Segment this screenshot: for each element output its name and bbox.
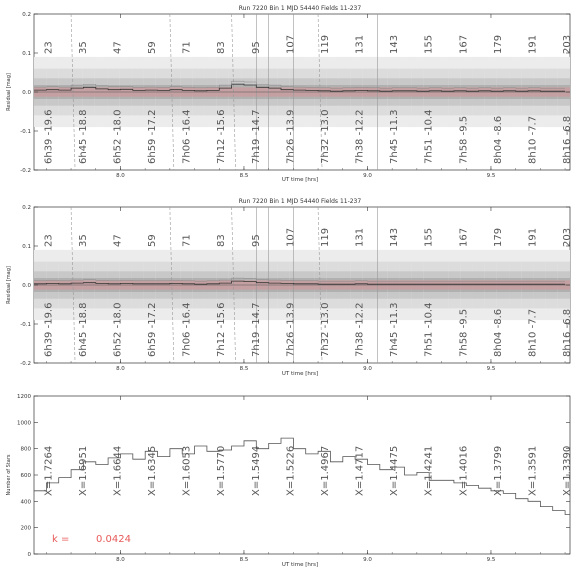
field-coordinate-label: 8h10 -7.7 (527, 115, 539, 164)
field-coordinate-label: 7h32 -13.0 (319, 302, 331, 357)
panel-top-ytick-label: -0.1 (20, 129, 31, 135)
field-coordinate-label: 6h39 -19.6 (43, 302, 55, 357)
field-number-label: 59 (147, 41, 159, 54)
panel-bottom-ytick-label: 600 (20, 473, 31, 479)
airmass-label: X=1.3390 (562, 445, 573, 496)
field-number-label: 107 (285, 227, 297, 247)
field-coordinate-label: 7h06 -16.4 (181, 109, 193, 164)
field-coordinate-label: 7h38 -12.2 (354, 109, 366, 164)
field-coordinate-label: 6h52 -18.0 (112, 109, 124, 164)
panel-bottom-xtick-label: 9.5 (486, 557, 496, 563)
field-number-label: 47 (112, 234, 124, 247)
field-coordinate-label: 8h16 -6.8 (562, 115, 573, 164)
panel-bottom-ylabel: Number of Stars (6, 454, 12, 496)
airmass-label: X=1.4241 (423, 445, 435, 496)
panel-bottom-xlabel: UT time [hrs] (281, 562, 319, 568)
field-coordinate-label: 6h59 -17.2 (147, 302, 159, 357)
panel-top-xlabel: UT time [hrs] (281, 177, 319, 183)
field-coordinate-label: 7h51 -10.4 (423, 109, 435, 164)
field-number-label: 131 (354, 34, 366, 54)
field-number-label: 203 (562, 227, 573, 247)
panel-middle-xtick-label: 8.0 (116, 366, 125, 372)
field-coordinate-label: 7h12 -15.6 (216, 302, 228, 357)
field-number-label: 35 (77, 41, 89, 54)
field-coordinate-label: 7h45 -11.3 (389, 109, 401, 164)
field-number-label: 119 (319, 34, 331, 54)
airmass-label: X=1.4475 (389, 445, 401, 496)
panel-middle-ytick-label: 0.1 (22, 244, 31, 250)
panel-top-xtick-label: 9.0 (363, 173, 372, 179)
field-number-label: 71 (181, 234, 193, 247)
field-number-label: 203 (562, 34, 573, 54)
panel-bottom-ytick-label: 400 (20, 499, 31, 506)
field-coordinate-label: 7h45 -11.3 (389, 302, 401, 357)
panel-bottom-ytick-label: 1000 (17, 420, 31, 427)
panel-top-xtick-label: 8.5 (239, 173, 249, 179)
airmass-label: X=1.3799 (492, 445, 504, 496)
field-number-label: 35 (77, 234, 89, 247)
airmass-label: X=1.4016 (458, 445, 470, 496)
field-number-label: 155 (423, 227, 435, 247)
field-number-label: 167 (458, 34, 470, 54)
field-coordinate-label: 7h32 -13.0 (319, 109, 331, 164)
panel-middle-title: Run 7220 Bin 1 MJD 54440 Fields 11-237 (238, 198, 362, 205)
field-number-label: 119 (319, 227, 331, 247)
field-number-label: 143 (389, 227, 401, 247)
panel-middle-xtick-label: 9.5 (486, 366, 496, 372)
airmass-label: X=1.6053 (181, 445, 193, 496)
panel-top-xtick-label: 8.0 (116, 173, 125, 179)
field-coordinate-label: 8h16 -6.8 (562, 308, 573, 357)
field-coordinate-label: 7h26 -13.9 (285, 302, 297, 357)
field-number-label: 179 (492, 227, 504, 247)
field-number-label: 83 (216, 41, 228, 54)
panel-bottom-xtick-label: 9.0 (363, 557, 372, 563)
airmass-label: X=1.6644 (112, 445, 124, 496)
panel-top-ytick-label: 0.2 (22, 12, 31, 18)
airmass-label: X=1.4967 (319, 445, 331, 496)
field-coordinate-label: 7h19 -14.7 (250, 109, 262, 164)
field-number-label: 71 (181, 41, 193, 54)
airmass-label: X=1.6951 (77, 445, 89, 496)
field-number-label: 191 (527, 34, 539, 54)
panel-top-title: Run 7220 Bin 1 MJD 54440 Fields 11-237 (238, 5, 362, 12)
panel-middle-ylabel: Residual [mag] (6, 266, 12, 304)
field-number-label: 191 (527, 227, 539, 247)
field-number-label: 167 (458, 227, 470, 247)
field-number-label: 47 (112, 41, 124, 54)
field-coordinate-label: 7h26 -13.9 (285, 109, 297, 164)
panel-middle-ytick-label: -0.2 (20, 361, 31, 367)
field-coordinate-label: 6h45 -18.8 (77, 302, 89, 357)
panel-top-ylabel: Residual [mag] (6, 73, 12, 111)
panel-bottom-xtick-label: 8.5 (239, 557, 249, 563)
field-coordinate-label: 7h38 -12.2 (354, 302, 366, 357)
panel-top-ytick-label: 0.1 (22, 51, 31, 57)
panel-top-ytick-label: -0.2 (20, 168, 31, 174)
airmass-label: X=1.5226 (285, 445, 297, 496)
panel-bottom-ytick-label: 0 (27, 552, 31, 558)
k-label: k = (52, 534, 70, 545)
airmass-label: X=1.4717 (354, 445, 366, 496)
panel-bottom-ytick-label: 1200 (17, 394, 31, 400)
panel-middle-ytick-label: 0.2 (22, 205, 31, 211)
field-coordinate-label: 6h39 -19.6 (43, 109, 55, 164)
panel-middle-xtick-label: 8.5 (239, 366, 249, 372)
field-coordinate-label: 6h52 -18.0 (112, 302, 124, 357)
field-number-label: 95 (250, 41, 262, 54)
field-coordinate-label: 6h59 -17.2 (147, 109, 159, 164)
field-coordinate-label: 7h19 -14.7 (250, 302, 262, 357)
panel-top-xtick-label: 9.5 (486, 173, 496, 179)
field-number-label: 59 (147, 234, 159, 247)
field-number-label: 155 (423, 34, 435, 54)
field-coordinate-label: 8h04 -8.6 (492, 308, 504, 357)
airmass-label: X=1.7264 (43, 445, 55, 496)
airmass-label: X=1.6345 (147, 445, 159, 496)
k-value: 0.0424 (96, 534, 131, 545)
panel-bottom-xtick-label: 8.0 (116, 557, 125, 563)
field-number-label: 143 (389, 34, 401, 54)
field-coordinate-label: 7h06 -16.4 (181, 302, 193, 357)
field-coordinate-label: 8h04 -8.6 (492, 115, 504, 164)
field-coordinate-label: 7h12 -15.6 (216, 109, 228, 164)
panel-top-ytick-label: 0.0 (22, 90, 31, 96)
field-number-label: 179 (492, 34, 504, 54)
field-number-label: 131 (354, 227, 366, 247)
airmass-label: X=1.3591 (527, 445, 539, 496)
field-number-label: 95 (250, 234, 262, 247)
field-number-label: 23 (43, 234, 55, 247)
panel-bottom-ytick-label: 200 (20, 525, 31, 532)
field-number-label: 23 (43, 41, 55, 54)
field-coordinate-label: 7h58 -9.5 (458, 308, 470, 357)
airmass-label: X=1.5494 (250, 445, 262, 496)
panel-bottom-ytick-label: 800 (20, 446, 31, 453)
field-coordinate-label: 7h58 -9.5 (458, 115, 470, 164)
panel-middle-xlabel: UT time [hrs] (281, 371, 319, 377)
panel-middle-ytick-label: -0.1 (20, 322, 31, 328)
field-number-label: 107 (285, 34, 297, 54)
field-coordinate-label: 6h45 -18.8 (77, 109, 89, 164)
panel-middle-xtick-label: 9.0 (363, 366, 372, 372)
airmass-label: X=1.5770 (216, 445, 228, 496)
panel-middle-ytick-label: 0.0 (22, 283, 31, 289)
field-coordinate-label: 8h10 -7.7 (527, 308, 539, 357)
field-number-label: 83 (216, 234, 228, 247)
field-coordinate-label: 7h51 -10.4 (423, 302, 435, 357)
